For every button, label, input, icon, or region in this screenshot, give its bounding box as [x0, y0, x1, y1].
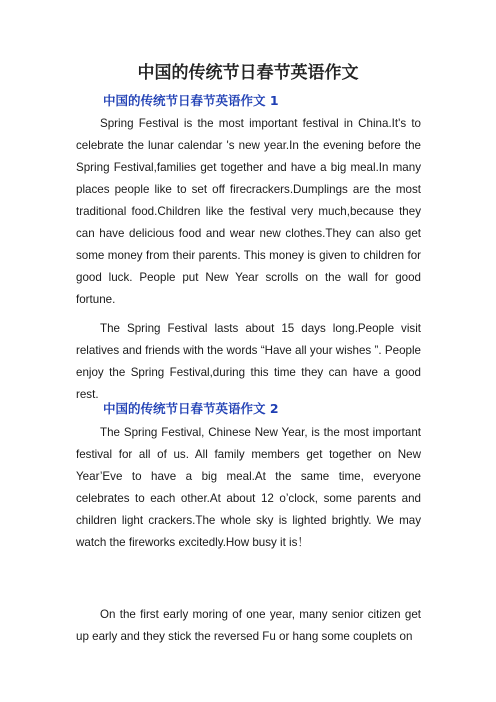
section-heading-1: 中国的传统节日春节英语作文 1 — [103, 93, 279, 108]
section-1-paragraph-1: Spring Festival is the most important festival in China.It's to celebrate the lunar calendar 's new year.In the evening before the Spring Festival,families get together and have a big meal.In many places people like to set off firecrackers.Dumplings are the most traditional food.Children like the festival very much,because they can have delicious food and wear new clothes.They can also get some money from their parents. This money is given to children for good luck. People put New Year scrolls on the wall for good fortune. — [76, 117, 421, 306]
section-heading-2: 中国的传统节日春节英语作文 2 — [103, 401, 279, 416]
section-2-paragraph-1: The Spring Festival, Chinese New Year, is the most important festival for all of us. All family members get together on New Year’Eve to have a big meal.At the same time, everyone celebrates to each other.At about 12 o’clock, some parents and children light crackers.The whole sky is lighted brightly. We may watch the fireworks excitedly.How busy it is！ — [76, 426, 421, 549]
section-2-paragraph-2: On the first early moring of one year, many senior citizen get up early and they stick the reversed Fu or hang some couplets on — [76, 608, 421, 643]
section-1-paragraph-2: The Spring Festival lasts about 15 days long.People visit relatives and friends with the words “Have all your wishes ”. People enjoy the Spring Festival,during this time they can have a good rest. — [76, 322, 421, 401]
document-title: 中国的传统节日春节英语作文 — [137, 63, 359, 83]
